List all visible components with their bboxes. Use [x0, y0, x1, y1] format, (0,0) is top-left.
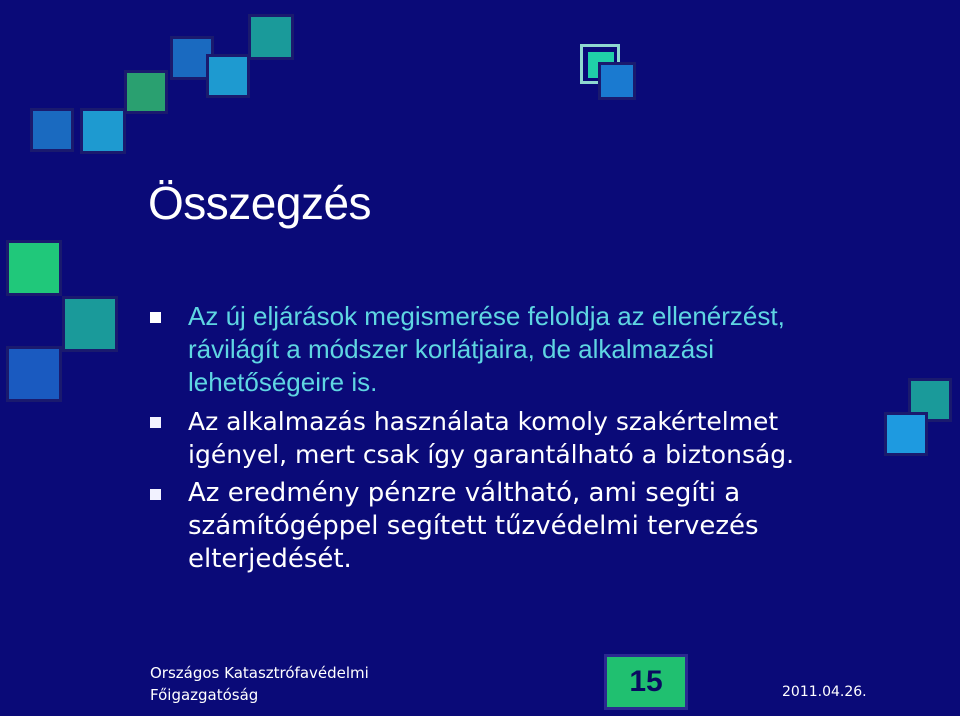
- page-number: 15: [604, 654, 688, 710]
- slide-date: 2011.04.26.: [782, 684, 867, 700]
- bullet-item: [148, 405, 848, 471]
- decor-square: [80, 108, 126, 154]
- footer-organization: [150, 662, 369, 706]
- bullet-list: [148, 300, 848, 582]
- footer-org-line: Országos Katasztrófavédelmi: [150, 664, 369, 682]
- square-bullet-icon: [150, 489, 161, 500]
- slide-title: Összegzés: [148, 177, 372, 229]
- square-bullet-icon: [150, 417, 161, 428]
- decor-square: [6, 240, 62, 296]
- footer-org-line: Főigazgatóság: [150, 686, 259, 704]
- bullet-text: Az alkalmazás használata komoly szakértelmet igényel, mert csak így garantálható a biztonság.: [188, 407, 795, 469]
- bullet-text: Az új eljárások megismerése feloldja az ellenérzést, rávilágít a módszer korlátjaira, de alkalmazási lehetőségeire is.: [188, 301, 785, 397]
- bullet-item: [148, 300, 848, 399]
- decor-square: [124, 70, 168, 114]
- decor-square: [598, 62, 636, 100]
- square-bullet-icon: [150, 312, 161, 323]
- bullet-item: [148, 477, 848, 576]
- decor-square: [62, 296, 118, 352]
- decor-square: [6, 346, 62, 402]
- decor-square: [30, 108, 74, 152]
- decor-square: [884, 412, 928, 456]
- decor-square: [206, 54, 250, 98]
- bullet-text: Az eredmény pénzre váltható, ami segíti a számítógéppel segített tűzvédelmi tervezés elterjedését.: [188, 478, 759, 574]
- decor-square: [248, 14, 294, 60]
